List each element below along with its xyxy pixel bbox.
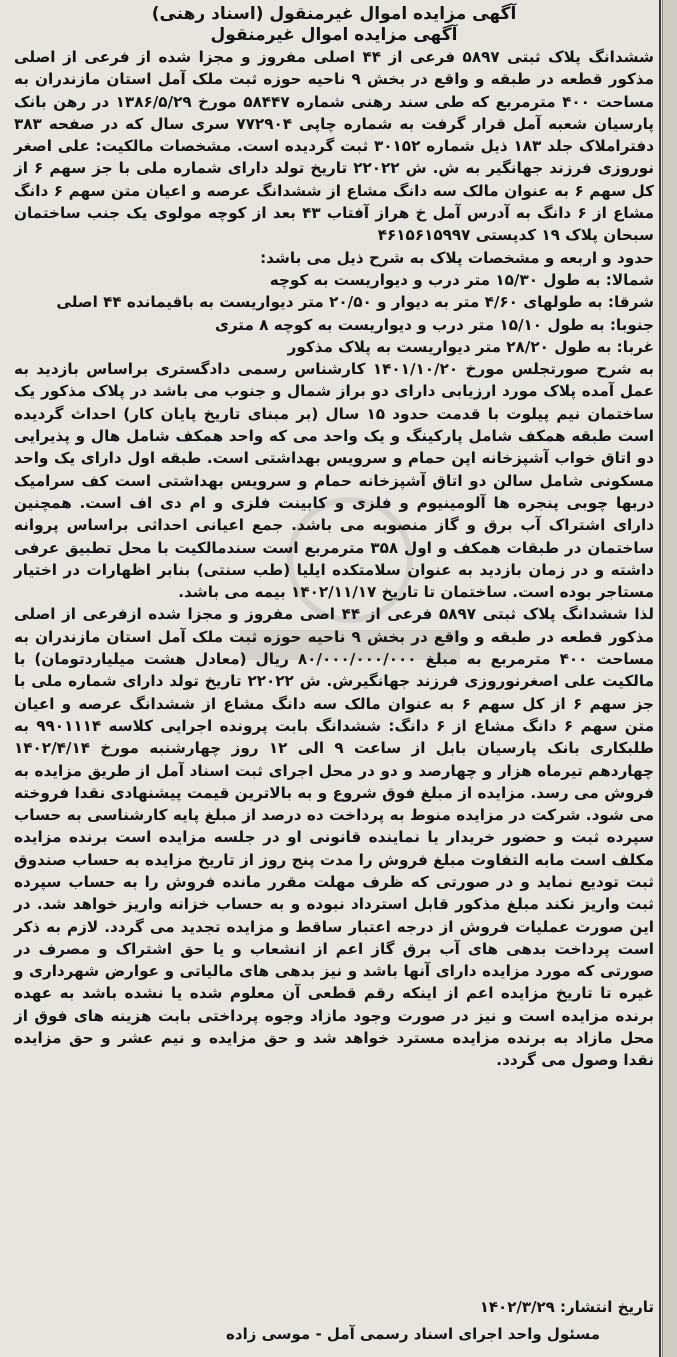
- boundaries-heading: حدود و اربعه و مشخصات پلاک به شرح ذیل می باشد:: [260, 248, 654, 267]
- publish-date: تاریخ انتشار: ۱۴۰۲/۳/۲۹: [479, 1298, 654, 1316]
- boundary-west: غربا: به طول ۲۸/۲۰ متر دیواریست به پلاک مذکور: [287, 337, 654, 356]
- notice-body: [14, 4, 654, 1072]
- signature-line: مسئول واحد اجرای اسناد رسمی آمل - موسی زاده: [226, 1325, 600, 1343]
- notice-subtitle: آگهی مزایده اموال غیرمنقول: [210, 25, 458, 45]
- boundary-north: شمالا: به طول ۱۵/۳۰ متر درب و دیواریست به کوچه: [269, 270, 654, 289]
- column-rule: [659, 0, 661, 1357]
- adjacent-column-strip: [662, 0, 677, 1357]
- auction-terms: لذا ششدانگ پلاک ثبتی ۵۸۹۷ فرعی از ۴۴ اصی مفروز و مجزا شده ازفرعی از اصلی مذکور قطعه در طبقه و واقع در بخش ۹ ناحیه حوزه ثبت ملک آمل استان مازندران به مساحت ۴۰۰ مترمربع به مبلغ ۸۰/۰۰۰/۰۰۰/۰۰۰ ریال (معادل هشت میلیاردتومان) با مالکیت علی اصغرنوروزی فرزند جهانگیرش. ش ۲۲۰۲۲ تاریخ تولد دارای شماره ملی با جز سهم ۶ از کل سهم ۶ به عنوان مالک سه دانگ مشاع از ششدانگ عرصه و اعیان متن سهم ۶ دانگ مشاع از ۶ دانگ: ششدانگ بابت پرونده اجرایی کلاسه ۹۹۰۱۱۱۴ به طلبکاری بانک پارسیان بابل از ساعت ۹ الی ۱۲ روز چهارشنبه مورخ ۱۴۰۲/۴/۱۴ چهاردهم تیرماه هزار و چهارصد و دو در محل اجرای ثبت اسناد آمل از طریق مزایده به فروش می رسد. مزایده از مبلغ فوق شروع و به بالاترین قیمت پیشنهادی نقدا فروخته می شود. شرکت در مزایده منوط به پرداخت ده درصد از مبلغ پایه کارشناسی به حساب سپرده ثبت و حضور خریدار یا نماینده قانونی او در جلسه مزایده است برنده مزایده مکلف است مابه التفاوت مبلغ فروش را مدت پنج روز از تاریخ مزایده به حساب صندوق ثبت تودیع نماید و در صورتی که ظرف مهلت مقرر مانده فروش را به حساب سپرده ثبت واریز نکند مبلغ مذکور قابل استرداد نبوده و به حساب خزانه واریز خواهد شد. در این صورت عملیات فروش از درجه اعتبار ساقط و مزایده تجدید می گردد. لازم به ذکر است پرداخت بدهی های آب برق گاز اعم از انشعاب و یا حق اشتراک و مصرف در صورتی که مورد مزایده دارای آنها باشد و نیز بدهی های مالیاتی و عوارض شهرداری و غیره تا تاریخ مزایده اعم از اینکه رقم قطعی آن معلوم شده یا نشده باشد به عهده برنده مزایده است و نیز در صورت وجود مازاد وجوه پرداختی بابت هزینه های فوق از محل مازاد به برنده مزایده مسترد خواهد شد و حق مزایده و نیم عشر و حق مزایده نقدا وصول می گردد.: [14, 605, 655, 1070]
- boundary-east: شرقا: به طولهای ۴/۶۰ متر به دیوار و ۲۰/۵۰ متر دیواریست به باقیمانده ۴۴ اصلی: [56, 293, 654, 312]
- boundary-south: جنوبا: به طول ۱۵/۱۰ متر درب و دیواریست به کوچه ۸ متری: [214, 315, 654, 334]
- expert-report: به شرح صورتجلس مورخ ۱۴۰۱/۱۰/۲۰ کارشناس رسمی دادگستری براساس بازدید به عمل آمده پلاک مورد ارزیابی دارای دو براز شمال و جنوب می باشد در پلاک مذکور یک ساختمان نیم پیلوت با قدمت حدود ۱۵ سال (بر مبنای تاریخ پایان کار) احداث گردیده است طبقه همکف شامل پارکینگ و یک واحد می که واحد همکف شامل هال و پذیرایی دو اتاق خواب آشپزخانه اپن حمام و سرویس بهداشتی است. طبقه اول دارای یک واحد مسکونی شامل سالن دو اتاق آشپزخانه حمام و سرویس بهداشتی است کف سرامیک دربها چوبی پنجره ها آلومینیوم و فلزی و کابینت فلزی و ام دی اف است. همچنین دارای اشتراک آب برق و گاز منصوبه می باشد. جمع اعیانی احداثی براساس پروانه ساختمان در طبقات همکف و اول ۳۵۸ مترمربع است سندمالکیت با محل تطبیق عرفی داشته و در زمان بازدید به عنوان سلامتکده ایلیا (طب سنتی) بنابر اظهارات در اختیار مستاجر بوده است. ساختمان تا تاریخ ۱۴۰۲/۱۱/۱۷ بیمه می باشد.: [14, 360, 654, 602]
- property-intro: ششدانگ پلاک ثبتی ۵۸۹۷ فرعی از ۴۴ اصلی مفروز و مجزا شده از فرعی از اصلی مذکور قطعه در طبقه و واقع در بخش ۹ ناحیه حوزه ثبت ملک آمل استان مازندران به مساحت ۴۰۰ مترمربع که طی سند رهنی شماره ۵۸۴۴۷ مورخ ۱۳۸۶/۵/۲۹ در رهن بانک پارسیان شعبه آمل قرار گرفت به شماره چاپی ۷۷۲۹۰۴ سری سال که در صفحه ۳۸۳ دفتراملاک جلد ۱۸۳ ذیل شماره ۳۰۱۵۲ ثبت گردیده است. مشخصات مالکیت: علی اصغر نوروزی فرزند جهانگیر به ش. ش ۲۲۰۲۲ تاریخ تولد دارای شماره ملی با جز سهم ۶ از کل سهم ۶ به عنوان مالک سه دانگ مشاع از ششدانگ عرصه و اعیان متن سهم ۶ دانگ مشاع از ۶ دانگ به آدرس آمل خ هراز آفتاب ۴۳ بعد از کوچه مولوی یک جنب ساختمان سبحان پلاک ۱۹ کدپستی ۴۶۱۵۶۱۵۹۹۷: [14, 48, 655, 245]
- notice-title: آگهی مزایده اموال غیرمنقول (اسناد رهنی): [151, 4, 517, 24]
